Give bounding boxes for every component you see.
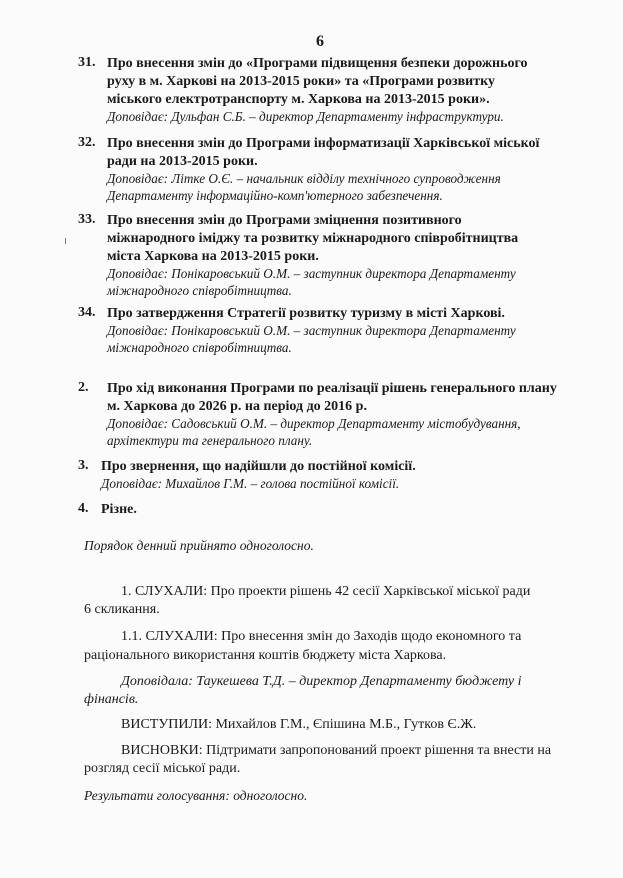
item-3-title: Про звернення, що надійшли до постійної комісії. bbox=[101, 459, 416, 474]
voting-result: Результати голосування: одноголосно. bbox=[84, 788, 308, 803]
item-34-speaker-line-2: міжнародного співробітництва. bbox=[107, 340, 292, 355]
item-34-number: 34. bbox=[78, 305, 96, 320]
reported-line-1: Доповідала: Таукешева Т.Д. – директор Департаменту бюджету і bbox=[121, 674, 522, 689]
item-31-speaker: Доповідає: Дульфан С.Б. – директор Департаменту інфраструктури. bbox=[107, 109, 504, 124]
item-31-number: 31. bbox=[78, 55, 96, 70]
item-32-title-line-1: Про внесення змін до Програми інформатизації Харківської міської bbox=[107, 136, 540, 151]
heard-1-1-line-2: раціонального використання коштів бюджету міста Харкова. bbox=[84, 648, 447, 663]
scan-mark bbox=[65, 238, 66, 244]
item-33-speaker-line-2: міжнародного співробітництва. bbox=[107, 283, 292, 298]
heard-1-line-1: 1. СЛУХАЛИ: Про проекти рішень 42 сесії Харківської міської ради bbox=[121, 584, 531, 599]
item-31-title-line-3: міського електротранспорту м. Харкова на 2013-2015 роки». bbox=[107, 92, 490, 107]
item-32-speaker-line-2: Департаменту інформаційно-комп'ютерного забезпечення. bbox=[107, 188, 443, 203]
conclusions-line-1: ВИСНОВКИ: Підтримати запропонований проект рішення та внести на bbox=[121, 743, 552, 758]
item-33-number: 33. bbox=[78, 212, 96, 227]
item-2-title-line-2: м. Харкова до 2026 р. на період до 2016 р. bbox=[107, 399, 367, 414]
item-34-title: Про затвердження Стратегії розвитку туризму в місті Харкові. bbox=[107, 306, 505, 321]
item-2-speaker-line-2: архітектури та генерального плану. bbox=[107, 433, 313, 448]
item-31-title-line-2: руху в м. Харкові на 2013-2015 роки» та «Програми розвитку bbox=[107, 74, 495, 89]
item-33-title-line-2: міжнародного іміджу та розвитку міжнародного співробітництва bbox=[107, 231, 519, 246]
item-33-title-line-1: Про внесення змін до Програми зміцнення позитивного bbox=[107, 213, 462, 228]
item-32-title-line-2: ради на 2013-2015 роки. bbox=[107, 154, 258, 169]
heard-1-1-line-1: 1.1. СЛУХАЛИ: Про внесення змін до Заходів щодо економного та bbox=[121, 629, 522, 644]
item-31-title-line-1: Про внесення змін до «Програми підвищення безпеки дорожнього bbox=[107, 56, 528, 71]
item-32-number: 32. bbox=[78, 135, 96, 150]
item-2-title-line-1: Про хід виконання Програми по реалізації рішень генерального плану bbox=[107, 381, 557, 396]
heard-1-line-2: 6 скликання. bbox=[84, 602, 160, 617]
item-33-title-line-3: міста Харкова на 2013-2015 роки. bbox=[107, 249, 319, 264]
conclusions-line-2: розгляд сесії міської ради. bbox=[84, 761, 241, 776]
item-2-number: 2. bbox=[78, 380, 89, 395]
item-4-number: 4. bbox=[78, 501, 89, 516]
item-2-speaker-line-1: Доповідає: Садовський О.М. – директор Департаменту містобудування, bbox=[107, 416, 521, 431]
item-3-number: 3. bbox=[78, 458, 89, 473]
speakers-line: ВИСТУПИЛИ: Михайлов Г.М., Єпішина М.Б., Гутков Є.Ж. bbox=[121, 717, 477, 732]
reported-line-2: фінансів. bbox=[84, 692, 139, 707]
item-33-speaker-line-1: Доповідає: Понікаровський О.М. – заступник директора Департаменту bbox=[107, 266, 516, 281]
agenda-adopted-note: Порядок денний прийнято одноголосно. bbox=[84, 538, 314, 553]
item-32-speaker-line-1: Доповідає: Літке О.Є. – начальник відділу технічного супроводження bbox=[107, 171, 501, 186]
page-number: 6 bbox=[316, 33, 324, 50]
item-4-title: Різне. bbox=[101, 502, 137, 517]
item-34-speaker-line-1: Доповідає: Понікаровський О.М. – заступник директора Департаменту bbox=[107, 323, 516, 338]
item-3-speaker: Доповідає: Михайлов Г.М. – голова постійної комісії. bbox=[101, 476, 400, 491]
